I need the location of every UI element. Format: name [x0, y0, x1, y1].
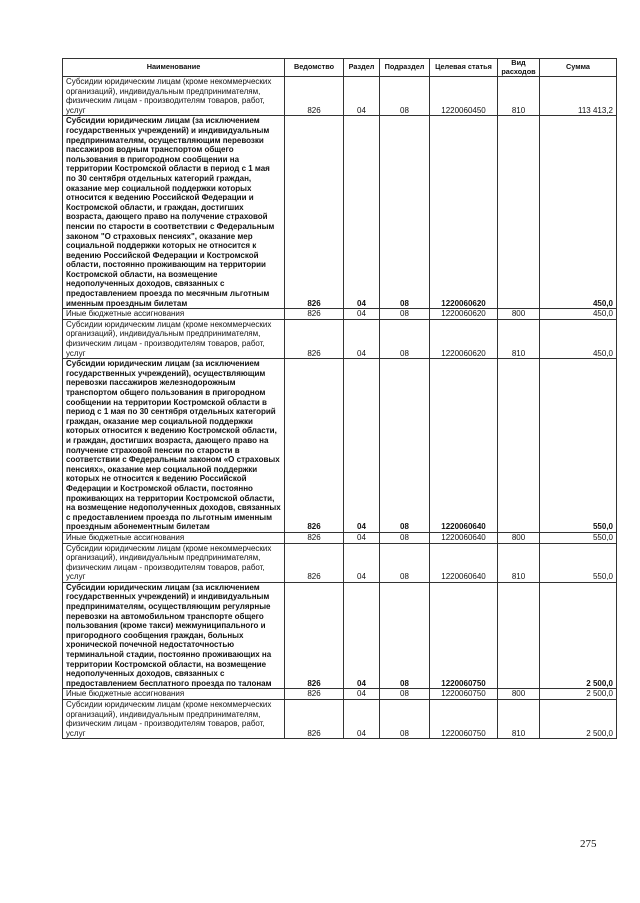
ved-cell: 826: [285, 77, 344, 116]
row-name-cell: Иные бюджетные ассигнования: [63, 689, 285, 700]
row-name-cell: Субсидии юридическим лицам (кроме некоммерческих организаций), индивидуальным предпринимателям, физическим лицам - производителям товаров, работ, услуг: [63, 319, 285, 358]
vid-cell: 810: [498, 700, 540, 739]
ved-cell: 826: [285, 582, 344, 689]
header-summa: Сумма: [540, 59, 617, 77]
vid-cell: [498, 582, 540, 689]
page-number: 275: [580, 838, 597, 850]
razdel-cell: 04: [344, 689, 380, 700]
header-razdel: Раздел: [344, 59, 380, 77]
statya-cell: 1220060750: [430, 582, 498, 689]
vid-cell: 810: [498, 543, 540, 582]
table-row: [63, 319, 617, 358]
podrazdel-cell: 08: [380, 689, 430, 700]
table-row: [63, 582, 617, 689]
summa-cell: 2 500,0: [540, 582, 617, 689]
table-row: [63, 700, 617, 739]
vid-cell: 800: [498, 532, 540, 543]
statya-cell: 1220060620: [430, 309, 498, 320]
ved-cell: 826: [285, 543, 344, 582]
razdel-cell: 04: [344, 319, 380, 358]
header-vedomstvo: Ведомство: [285, 59, 344, 77]
header-name: Наименование: [63, 59, 285, 77]
summa-cell: 450,0: [540, 116, 617, 309]
ved-cell: 826: [285, 309, 344, 320]
podrazdel-cell: 08: [380, 532, 430, 543]
summa-cell: 450,0: [540, 309, 617, 320]
row-name-cell: Иные бюджетные ассигнования: [63, 309, 285, 320]
table-row: [63, 77, 617, 116]
ved-cell: 826: [285, 116, 344, 309]
summa-cell: 450,0: [540, 319, 617, 358]
summa-cell: 550,0: [540, 543, 617, 582]
summa-cell: 2 500,0: [540, 700, 617, 739]
vid-cell: [498, 359, 540, 533]
vid-cell: [498, 116, 540, 309]
razdel-cell: 04: [344, 309, 380, 320]
header-vid-raskhodov: Вид расходов: [498, 59, 540, 77]
podrazdel-cell: 08: [380, 309, 430, 320]
razdel-cell: 04: [344, 116, 380, 309]
ved-cell: 826: [285, 700, 344, 739]
ved-cell: 826: [285, 319, 344, 358]
razdel-cell: 04: [344, 359, 380, 533]
summa-cell: 113 413,2: [540, 77, 617, 116]
razdel-cell: 04: [344, 543, 380, 582]
ved-cell: 826: [285, 532, 344, 543]
table-row: [63, 359, 617, 533]
statya-cell: 1220060620: [430, 116, 498, 309]
statya-cell: 1220060640: [430, 359, 498, 533]
razdel-cell: 04: [344, 532, 380, 543]
podrazdel-cell: 08: [380, 77, 430, 116]
ved-cell: 826: [285, 689, 344, 700]
razdel-cell: 04: [344, 77, 380, 116]
podrazdel-cell: 08: [380, 700, 430, 739]
row-name-cell: Иные бюджетные ассигнования: [63, 532, 285, 543]
podrazdel-cell: 08: [380, 116, 430, 309]
table-row: [63, 543, 617, 582]
podrazdel-cell: 08: [380, 359, 430, 533]
row-name-cell: Субсидии юридическим лицам (за исключением государственных учреждений) и индивидуальным предпринимателям, осуществляющим регулярные перевозки на автомобильном транспорте общего пользования (кроме такси) межмуниципального и пригородного сообщения граждан, больных хронической почечной недостаточностью терминальной стадии, постоянно проживающих на территории Костромской области, на возмещение недополученных доходов, связанных с предоставлением бесплатного проезда по талонам: [63, 582, 285, 689]
statya-cell: 1220060640: [430, 532, 498, 543]
table-row: [63, 116, 617, 309]
podrazdel-cell: 08: [380, 543, 430, 582]
row-name-cell: Субсидии юридическим лицам (за исключением государственных учреждений) и индивидуальным предпринимателям, осуществляющим перевозки пассажиров водным транспортом общего пользования в пригородном сообщении на территории Костромской области в период с 1 мая по 30 сентября отдельных категорий граждан, оказание мер социальной поддержки которых относится к ведению Российской Федерации и Костромской области, и граждан, достигших возраста, дающего право на получение страховой пенсии по старости в соответствии с Федеральным законом "О страховых пенсиях", оказание мер социальной поддержки которых не относится к ведению Российской Федерации и Костромской области, постоянно проживающим на территории Костромской области, на возмещение недополученных доходов, связанных с предоставлением проезда по месячным льготным именным проездным билетам: [63, 116, 285, 309]
vid-cell: 800: [498, 689, 540, 700]
table-header-row: [63, 59, 617, 77]
razdel-cell: 04: [344, 582, 380, 689]
statya-cell: 1220060640: [430, 543, 498, 582]
summa-cell: 550,0: [540, 532, 617, 543]
vid-cell: 800: [498, 309, 540, 320]
vid-cell: 810: [498, 319, 540, 358]
row-name-cell: Субсидии юридическим лицам (кроме некоммерческих организаций), индивидуальным предпринимателям, физическим лицам - производителям товаров, работ, услуг: [63, 77, 285, 116]
summa-cell: 2 500,0: [540, 689, 617, 700]
razdel-cell: 04: [344, 700, 380, 739]
header-podrazdel: Подраздел: [380, 59, 430, 77]
table-row: [63, 309, 617, 320]
table-row: [63, 532, 617, 543]
statya-cell: 1220060450: [430, 77, 498, 116]
statya-cell: 1220060750: [430, 700, 498, 739]
header-celevaya-statya: Целевая статья: [430, 59, 498, 77]
table-row: [63, 689, 617, 700]
budget-table: [62, 58, 617, 739]
summa-cell: 550,0: [540, 359, 617, 533]
statya-cell: 1220060750: [430, 689, 498, 700]
row-name-cell: Субсидии юридическим лицам (кроме некоммерческих организаций), индивидуальным предпринимателям, физическим лицам - производителям товаров, работ, услуг: [63, 543, 285, 582]
podrazdel-cell: 08: [380, 582, 430, 689]
ved-cell: 826: [285, 359, 344, 533]
row-name-cell: Субсидии юридическим лицам (за исключением государственных учреждений), осуществляющим перевозки пассажиров железнодорожным транспортом общего пользования в пригородном сообщении на территории Костромской области в период с 1 мая по 30 сентября отдельных категорий граждан, оказание мер социальной поддержки которых относится к ведению Костромской области, и граждан, достигших возраста, дающего право на получение страховой пенсии по старости в соответствии с Федеральным законом «О страховых пенсиях», оказание мер социальной поддержки которых не относится к ведению Российской Федерации и Костромской области, постоянно проживающих на территории Костромской области, на возмещение недополученных доходов, связанных с предоставлением проезда по льготным именным проездным абонементным билетам: [63, 359, 285, 533]
vid-cell: 810: [498, 77, 540, 116]
podrazdel-cell: 08: [380, 319, 430, 358]
row-name-cell: Субсидии юридическим лицам (кроме некоммерческих организаций), индивидуальным предпринимателям, физическим лицам - производителям товаров, работ, услуг: [63, 700, 285, 739]
statya-cell: 1220060620: [430, 319, 498, 358]
